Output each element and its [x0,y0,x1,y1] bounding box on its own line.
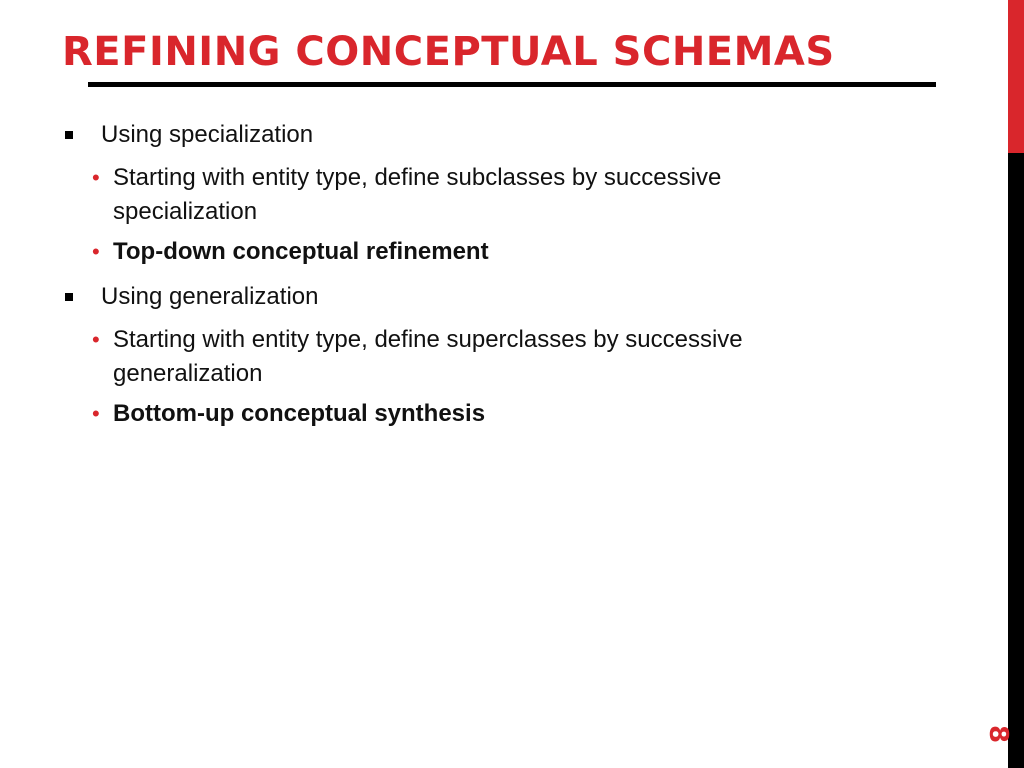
square-bullet-icon [65,131,73,139]
bullet-level2 [92,235,872,269]
side-accent-bar [1008,0,1024,153]
slide-title: REFINING CONCEPTUAL SCHEMAS [62,29,835,75]
bullet-text: Starting with entity type, define superclasses by successive generalization [113,326,743,387]
bullet-level2 [92,397,872,431]
dot-bullet-icon: • [92,401,100,426]
side-dark-bar [1008,153,1024,768]
dot-bullet-icon: • [92,239,100,264]
bullet-level2 [92,161,872,229]
bullet-text: Top-down conceptual refinement [113,238,489,265]
bullet-text: Using specialization [101,121,314,148]
bullet-level2 [92,323,872,391]
bullet-text: Using generalization [101,283,319,310]
dot-bullet-icon: • [92,165,100,190]
dot-bullet-icon: • [92,327,100,352]
bullet-text: Starting with entity type, define subclasses by successive specialization [113,164,722,225]
page-number: 8 [983,724,1013,744]
bullet-text: Bottom-up conceptual synthesis [113,400,486,427]
square-bullet-icon [65,293,73,301]
